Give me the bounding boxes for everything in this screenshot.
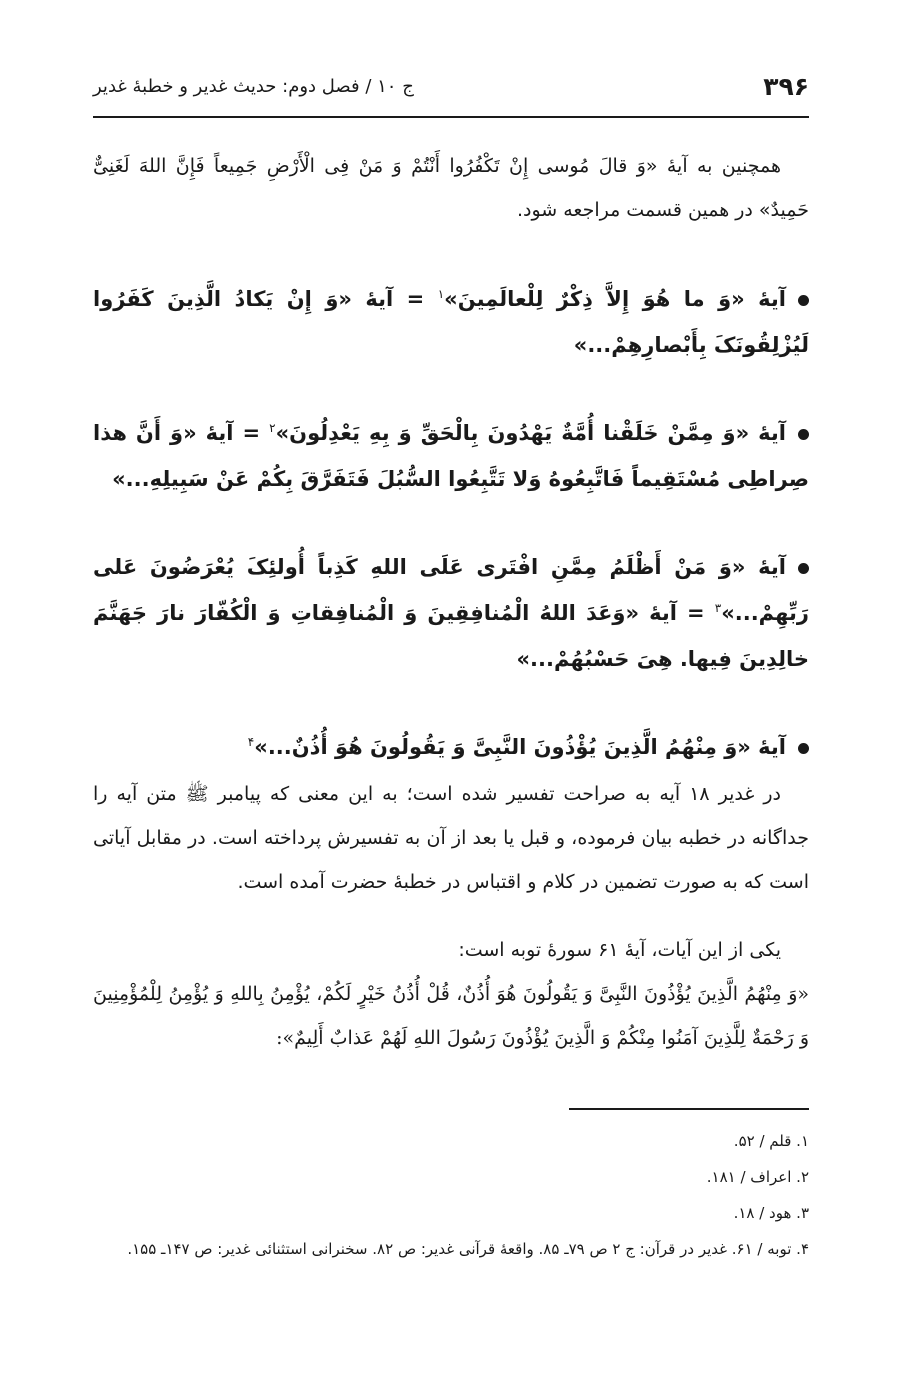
footnote-ref[interactable]: ۲ — [269, 421, 276, 435]
footnote-divider — [569, 1108, 809, 1110]
verse-text: = آیهٔ «وَ إِنْ یَکادُ الَّذِینَ کَفَرُوا لَیُزْلِقُونَکَ بِأَبْصارِهِمْ...» — [93, 287, 809, 357]
intro-paragraph: همچنین به آیهٔ «وَ قالَ مُوسی إِنْ تَکْفُرُوا أَنْتُمْ وَ مَنْ فِی الْأَرْضِ جَمِیعاً فَإِنَّ اللهَ لَغَنِیٌّ حَمِیدٌ» در همین قسمت مراجعه شود. — [93, 155, 809, 221]
verse-text: = آیهٔ «وَ أَنَّ هذا صِراطِی مُسْتَقِیماً فَاتَّبِعُوهُ وَلا تَتَّبِعُوا السُّبُلَ فَتَفَرَّقَ بِکُمْ عَنْ سَبِیلِهِ...» — [93, 421, 809, 491]
footnote-1: ۱. قلم / ۵۲. — [733, 1132, 809, 1150]
footnote-3: ۳. هود / ۱۸. — [733, 1204, 809, 1222]
bullet-icon — [798, 429, 809, 440]
page-header — [93, 70, 809, 118]
verse-item-2 — [93, 410, 809, 502]
verse-text: آیهٔ «وَ مَنْ أَظْلَمُ مِمَّنِ افْتَری عَلَی اللهِ کَذِباً أُولئِکَ یُعْرَضُونَ عَلی رَبِّهِمْ...» — [93, 555, 809, 625]
verse-item-4 — [93, 724, 809, 770]
verse-text: آیهٔ «وَ ما هُوَ إِلاَّ ذِکْرٌ لِلْعالَمِینَ» — [444, 287, 786, 311]
bullet-icon — [798, 295, 809, 306]
footnote-ref[interactable]: ۴ — [247, 735, 255, 749]
footnote-ref[interactable]: ۳ — [714, 601, 722, 615]
footnote-2: ۲. اعراف / ۱۸۱. — [706, 1168, 809, 1186]
verse-text: آیهٔ «وَ مِمَّنْ خَلَقْنا أُمَّةٌ یَهْدُونَ بِالْحَقِّ وَ بِهِ یَعْدِلُونَ» — [275, 421, 786, 445]
body-paragraph: در غدیر ۱۸ آیه به صراحت تفسیر شده است؛ به این معنی که پیامبر ﷺ متن آیه را جداگانه در خطبه بیان فرموده، و قبل یا بعد از آن به تفسیرش پرداخته است. در مقابل آیاتی است که به صورت تضمین در کلام و اقتباس در خطبهٔ حضرت آمده است. — [93, 783, 809, 893]
document-page — [93, 0, 809, 1390]
footnote-ref[interactable]: ۱ — [437, 287, 445, 301]
verse-item-1 — [93, 276, 809, 368]
bullet-icon — [798, 563, 809, 574]
bullet-icon — [798, 743, 809, 754]
quran-quote: «وَ مِنْهُمُ الَّذِینَ یُؤْذُونَ النَّبِیَّ وَ یَقُولُونَ هُوَ أُذُنٌ، قُلْ أُذُنُ خَیْرٍ لَکُمْ، یُؤْمِنُ بِاللهِ وَ یُؤْمِنُ لِلْمُؤْمِنِینَ وَ رَحْمَةٌ لِلَّذِینَ آمَنُوا مِنْکُمْ وَ الَّذِینَ یُؤْذُونَ رَسُولَ اللهِ لَهُمْ عَذابٌ أَلِیمٌ»: — [93, 983, 809, 1049]
verse-item-3 — [93, 544, 809, 682]
running-head: ج ۱۰ / فصل دوم: حدیث غدیر و خطبهٔ غدیر — [93, 76, 414, 97]
body-paragraph: یکی از این آیات، آیهٔ ۶۱ سورهٔ توبه است: — [458, 939, 781, 961]
page-number: ۳۹۶ — [763, 72, 809, 101]
footnote-4: ۴. توبه / ۶۱. غدیر در قرآن: ج ۲ ص ۷۹ـ ۸۵. واقعهٔ قرآنی غدیر: ص ۸۲. سخنرانی استثنائی غدیر: ص ۱۴۷ـ ۱۵۵. — [127, 1240, 809, 1258]
verse-text: آیهٔ «وَ مِنْهُمُ الَّذِینَ یُؤْذُونَ النَّبِیَّ وَ یَقُولُونَ هُوَ أُذُنٌ...» — [254, 735, 786, 759]
verse-text: = آیهٔ «وَعَدَ اللهُ الْمُنافِقِینَ وَ الْمُنافِقاتِ وَ الْکُفّارَ نارَ جَهَنَّمَ خالِدِینَ فِیها. هِیَ حَسْبُهُمْ...» — [93, 601, 809, 671]
